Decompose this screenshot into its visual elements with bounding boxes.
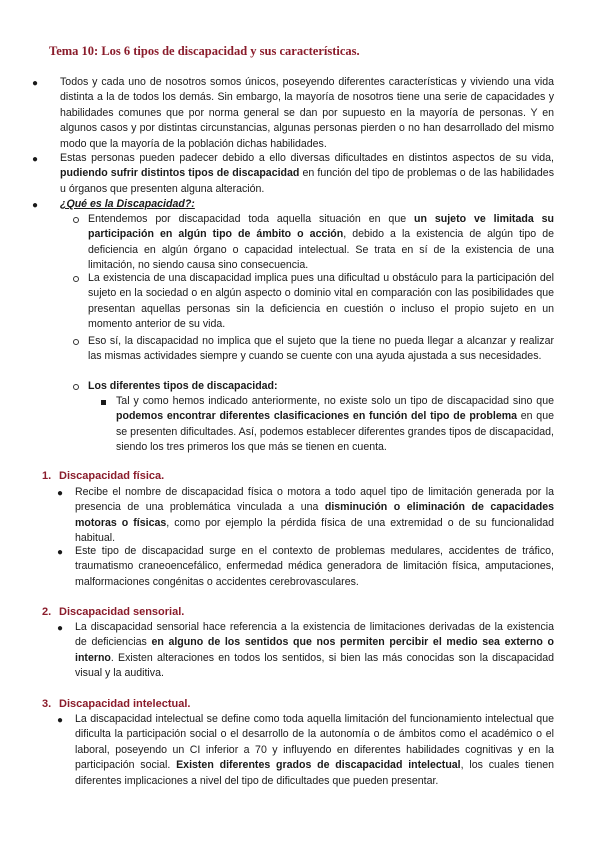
bullet-icon: ● [32, 200, 39, 211]
definition-heading: ¿Qué es la Discapacidad?: [60, 198, 195, 210]
intro-paragraph: Todos y cada uno de nosotros somos únicos, poseyendo diferentes características y viviendo una vida distinta a la de todos los demás. Sin embargo, la mayoría de nosotros tiene una serie de capacidades y habilidades comunes que por norma general se dan por supuesto en la mayoría de personas. Y en algunos casos y por distintas circunstancias, algunas personas pierden o no han desarrollado del mismo modo que la mayoría de la población dichas habilidades. [60, 76, 554, 150]
hollow-bullet-icon [73, 276, 79, 282]
hollow-bullet-icon [73, 384, 79, 390]
section-number: 1. [42, 470, 52, 482]
bullet-icon: ● [32, 78, 39, 89]
bullet-icon: ● [32, 154, 39, 165]
definition-item-2: La existencia de una discapacidad implica pues una dificultad u obstáculo para la participación del sujeto en la sociedad o en algún aspecto o dominio vital en comparación con las posibilidades que presentan aquellas personas sin la deficiencia en cuestión o incluso el propio sujeto en un momento anterior de su vida. [88, 272, 554, 331]
square-bullet-icon [101, 400, 106, 405]
bullet-icon: ● [57, 715, 64, 726]
page-title: Tema 10: Los 6 tipos de discapacidad y sus características. [49, 44, 360, 58]
hollow-bullet-icon [73, 217, 79, 223]
section-number: 3. [42, 698, 52, 710]
bullet-icon: ● [57, 547, 64, 558]
section-title-intellectual: Discapacidad intelectual. [59, 698, 191, 710]
section-number: 2. [42, 606, 52, 618]
bullet-icon: ● [57, 488, 64, 499]
physical-item-1: Recibe el nombre de discapacidad física o motora a todo aquel tipo de limitación generada por la presencia de una problemática vinculada a una disminución o eliminación de capacidades motoras o físicas, como por ejemplo la pérdida física de una extremidad o de su funcionalidad habitual. [75, 486, 554, 545]
definition-item-1: Entendemos por discapacidad toda aquella situación en que un sujeto ve limitada su participación en algún tipo de ámbito o acción, debido a la existencia de algún tipo de deficiencia en algún órgano o capacidad intelectual. Se trata en sí de la existencia de una limitación, no siendo causa sino consecuencia. [88, 213, 554, 272]
bullet-icon: ● [57, 623, 64, 634]
section-title-physical: Discapacidad física. [59, 470, 165, 482]
intro-paragraph-2: Estas personas pueden padecer debido a ello diversas dificultades en distintos aspectos de su vida, pudiendo sufrir distintos tipos de discapacidad en función del tipo de problemas o de las habilidades u órganos que presenten alguna alteración. [60, 152, 554, 195]
types-paragraph: Tal y como hemos indicado anteriormente, no existe solo un tipo de discapacidad sino que podemos encontrar diferentes clasificaciones en función del tipo de problema en que se presenten dificultades. Así, podemos establecer diferentes grandes tipos de discapacidad, siendo los tres primeros los que más se tienen en cuenta. [116, 395, 554, 454]
types-heading: Los diferentes tipos de discapacidad: [88, 380, 278, 392]
sensory-item-1: La discapacidad sensorial hace referencia a la existencia de limitaciones derivadas de la existencia de deficiencias en alguno de los sentidos que nos permiten percibir el medio sea externo o interno. Existen alteraciones en todos los sentidos, si bien las más conocidas son la discapacidad visual y la auditiva. [75, 621, 554, 680]
definition-item-3: Eso sí, la discapacidad no implica que el sujeto que la tiene no pueda llegar a alcanzar y realizar las mismas actividades siempre y cuando se cuente con una ayuda ajustada a sus necesidades. [88, 335, 554, 363]
physical-item-2: Este tipo de discapacidad surge en el contexto de problemas medulares, accidentes de tráfico, traumatismo craneoencefálico, enfermedad médica generadora de limitación física, amputaciones, malformaciones congénitas o accidentes cerebrovasculares. [75, 545, 554, 588]
hollow-bullet-icon [73, 339, 79, 345]
intellectual-item-1: La discapacidad intelectual se define como toda aquella limitación del funcionamiento intelectual que dificulta la participación social o el desarrollo de la autonomía o de ámbitos como el académico o el laboral, poseyendo un CI inferior a 70 y influyendo en diferentes habilidades cognitivas y en la participación social. Existen diferentes grados de discapacidad intelectual, los cuales tienen diferentes implicaciones a nivel del tipo de dificultades que pueden presentar. [75, 713, 554, 787]
section-title-sensory: Discapacidad sensorial. [59, 606, 185, 618]
